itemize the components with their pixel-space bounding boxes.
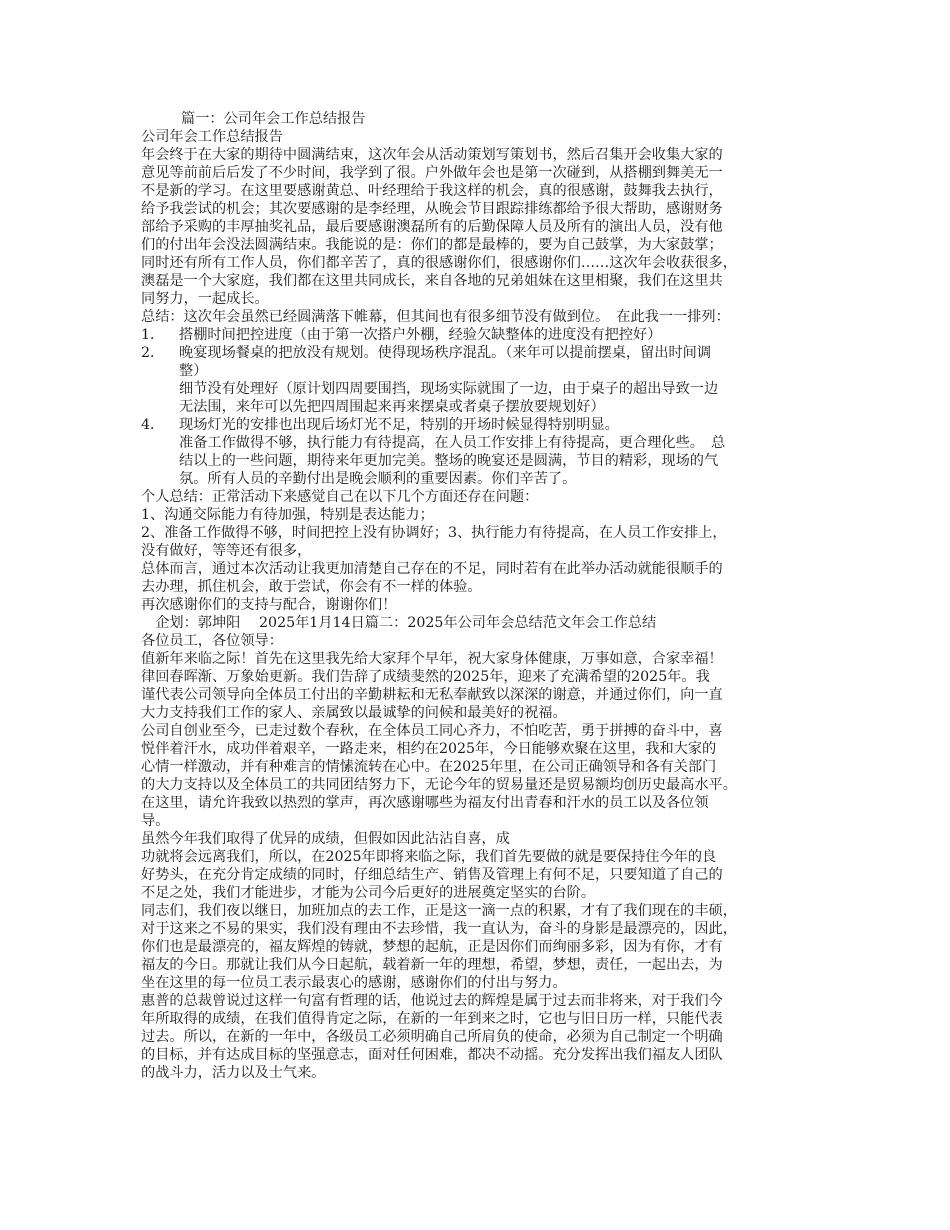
text-line: 不是新的学习。在这里要感谢黄总、叶经理给于我这样的机会，真的很感谢，鼓舞我去执行，: [141, 183, 723, 199]
text-line: 过去。所以，在新的一年中，各级员工必须明确自己所肩负的使命，必须为自己制定一个明确: [141, 1029, 723, 1045]
text-line: 律回春晖渐、万象始更新。我们告辞了成绩斐然的2025年，迎来了充满希望的2025年。我: [141, 669, 710, 685]
text-line: 个人总结：正常活动下来感觉自己在以下几个方面还存在问题：: [141, 489, 539, 505]
text-line: 功就将会远离我们，所以，在2025年即将来临之际，我们首先要做的就是要保持住今年的良: [141, 849, 717, 865]
text-line: 的目标，并有达成目标的坚强意志，面对任何困难，都决不动摇。充分发挥出我们福友人团队: [141, 1047, 723, 1063]
text-line: 导。: [141, 813, 170, 829]
greeting: 各位员工，各位领导：: [141, 633, 283, 649]
text-line: 同志们，我们夜以继日，加班加点的去工作，正是这一滴一点的积累，才有了我们现在的丰硕，: [141, 903, 737, 919]
list-item: [141, 416, 821, 434]
document-body: [141, 110, 821, 1082]
list-item: [141, 344, 821, 362]
text-line: 悦伴着汗水，成功伴着艰辛，一路走来，相约在2025年，今日能够欢聚在这里，我和大家的: [141, 741, 717, 757]
personal-summary: [141, 488, 821, 614]
list-item-continued: 无法围，来年可以先把四周围起来再来摆桌或者桌子摆放要规划好）: [179, 399, 605, 415]
list-item-continued: 氛。所有人员的辛勤付出是晚会顺利的重要因素。你们辛苦了。: [179, 471, 577, 487]
paragraph-2: [141, 650, 821, 722]
section-title-1: 篇一：公司年会工作总结报告: [181, 111, 366, 127]
text-line: 福友的今日。那就让我们从今日起航，载着新一年的理想，希望，梦想，责任，一起出去，为: [141, 957, 723, 973]
text-line: 的战斗力，活力以及士气来。: [141, 1065, 326, 1081]
list-item-continued: 结以上的一些问题，期待来年更加完美。整场的晚宴还是圆满，节目的精彩，现场的气: [179, 453, 719, 469]
list-text: 搭棚时间把控进度（由于第一次搭户外棚，经验欠缺整体的进度没有把控好）: [179, 327, 662, 343]
text-line: 不足之处，我们才能进步，才能为公司今后更好的进展奠定坚实的台阶。: [141, 885, 596, 901]
text-line: 总体而言，通过本次活动让我更加清楚自己存在的不足，同时若有在此举办活动就能很顺手的: [141, 561, 723, 577]
text-line: 同努力，一起成长。: [141, 291, 269, 307]
text-line: 在这里，请允许我致以热烈的掌声，再次感谢哪些为福友付出青春和汗水的员工以及各位领: [141, 795, 709, 811]
text-line: 惠普的总裁曾说过这样一句富有哲理的话，他说过去的辉煌是属于过去而非将来，对于我们今: [141, 993, 723, 1009]
text-line: 公司自创业至今，已走过数个春秋，在全体员工同心齐力，不怕吃苦，勇于拼搏的奋斗中，喜: [141, 723, 723, 739]
list-text: 现场灯光的安排也出现后场灯光不足，特别的开场时候显得特别明显。: [179, 417, 619, 433]
text-line: 没有做好，等等还有很多，: [141, 543, 312, 559]
text-line: 1、沟通交际能力有待加强，特别是表达能力；: [141, 507, 434, 523]
list-item: 准备工作做得不够，执行能力有待提高，在人员工作安排上有待提高，更合理化些。 总: [179, 435, 726, 451]
text-line: 对于这来之不易的果实，我们没有理由不去珍惜，我一直认为，奋斗的身影是最漂亮的，因此，: [141, 921, 737, 937]
text-line: 好势头，在充分肯定成绩的同时，仔细总结生产、销售及管理上有何不足，只要知道了自己的: [141, 867, 723, 883]
text-line: 虽然今年我们取得了优异的成绩，但假如因此沾沾自喜，成: [141, 831, 510, 847]
list-number: 1．: [141, 327, 165, 343]
text-line: 你们也是最漂亮的，福友辉煌的铸就，梦想的起航，正是因你们而绚丽多彩，因为有你，才有: [141, 939, 723, 955]
paragraph-3: [141, 722, 821, 830]
list-text: 晚宴现场餐桌的把放没有规划。使得现场秩序混乱。（来年可以提前摆桌，留出时间调: [179, 345, 712, 361]
text-line: 年会终于在大家的期待中圆满结束，这次年会从活动策划写策划书，然后召集开会收集大家的: [141, 147, 723, 163]
text-line: 大力支持我们工作的家人、亲属致以最诚挚的问候和最美好的祝福。: [141, 705, 567, 721]
text-line: 年所取得的成绩，在我们值得肯定之际，在新的一年到来之时，它也与旧日历一样，只能代表: [141, 1011, 723, 1027]
text-line: 澳磊是一个大家庭，我们都在这里共同成长，来自各地的兄弟姐妹在这里相聚，我们在这里共: [141, 273, 723, 289]
text-line: 们的付出年会没法圆满结束。我能说的是：你们的都是最棒的，要为自己鼓掌，为大家鼓掌；: [141, 237, 723, 253]
text-line: 心情一样激动，并有种难言的情愫流转在心中。在2025年里，在公司正确领导和各有关部门: [141, 759, 717, 775]
paragraph-6: [141, 992, 821, 1082]
text-line: 去办理，抓住机会，敢于尝试，你会有不一样的体验。: [141, 579, 482, 595]
text-line: 值新年来临之际！首先在这里我先给大家拜个早年，祝大家身体健康，万事如意，合家幸福！: [141, 651, 723, 667]
text-line: 给予我尝试的机会；其次要感谢的是李经理，从晚会节目跟踪排练都给予很大帮助，感谢财务: [141, 201, 723, 217]
paragraph-1: [141, 146, 821, 308]
paragraph-4: [141, 830, 821, 902]
summary-intro: 总结：这次年会虽然已经圆满落下帷幕，但其间也有很多细节没有做到位。 在此我一一排列：: [141, 309, 730, 325]
paragraph-5: [141, 902, 821, 992]
list-item: [141, 326, 821, 344]
text-line: 同时还有所有工作人员，你们都辛苦了，真的很感谢你们，很感谢你们……这次年会收获很多，: [141, 255, 737, 271]
text-line: 部给予采购的丰厚抽奖礼品，最后要感谢澳磊所有的后勤保障人员及所有的演出人员，没有他: [141, 219, 723, 235]
signoff-line: 企划：郭坤阳 2025年1月14日篇二：2025年公司年会总结范文年会工作总结: [141, 615, 657, 631]
text-line: 坐在这里的每一位员工表示最衷心的感谢，感谢你们的付出与努力。: [141, 975, 567, 991]
list-item-continued: 整）: [179, 363, 208, 379]
text-line: 意见等前前后后发了不少时间，我学到了很。户外做年会也是第一次碰到，从搭棚到舞美无一: [141, 165, 723, 181]
list-number: 2．: [141, 345, 165, 361]
list-item: 细节没有处理好（原计划四周要围挡，现场实际就围了一边，由于桌子的超出导致一边: [179, 381, 719, 397]
text-line: 谨代表公司领导向全体员工付出的辛勤耕耘和无私奉献致以深深的谢意，并通过你们，向一直: [141, 687, 723, 703]
text-line: 再次感谢你们的支持与配合，谢谢你们！: [141, 597, 397, 613]
text-line: 2、准备工作做得不够，时间把控上没有协调好；3、执行能力有待提高，在人员工作安排上，: [141, 525, 727, 541]
heading-1: 公司年会工作总结报告: [141, 129, 283, 145]
list-number: 4．: [141, 417, 165, 433]
issue-list: [141, 326, 821, 488]
text-line: 的大力支持以及全体员工的共同团结努力下，无论今年的贸易量还是贸易额均创历史最高水平。: [141, 777, 737, 793]
